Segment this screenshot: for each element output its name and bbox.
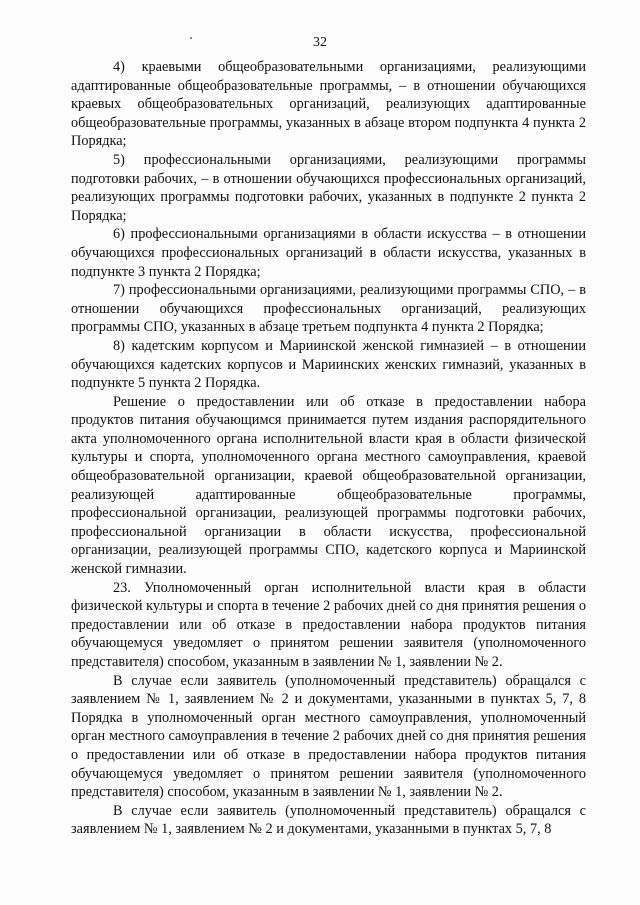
paragraph-case-local-authority: В случае если заявитель (уполномоченный представитель) обращался с заявлением № 1, заявлением № 2 и документами, указанными в пунктах 5, 7, 8 Порядка в уполномоченный орган местного самоуправления, уполномоченный орган местного самоуправления в течение 2 рабочих дней со дня принятия решения о предоставлении или об отказе в предоставлении набора продуктов питания обучающемуся уведомляет о принятом решении заявителя (уполномоченного представителя) способом, указанным в заявлении № 1, заявлении № 2. bbox=[71, 672, 586, 801]
paragraph-subitem-5: 5) профессиональными организациями, реализующими программы подготовки рабочих, – в отношении обучающихся профессиональных организаций, реализующих программы подготовки рабочих, указанных в подпункте 2 пункта 2 Порядка; bbox=[71, 151, 586, 224]
page-number: 32 bbox=[313, 35, 327, 50]
paragraph-subitem-6: 6) профессиональными организациями в области искусства – в отношении обучающихся профессиональных организаций в области искусства, указанных в подпункте 3 пункта 2 Порядка; bbox=[71, 226, 586, 280]
paragraph-subitem-7: 7) профессиональными организациями, реализующими программы СПО, – в отношении обучающихся профессиональных организаций, реализующих программы СПО, указанных в абзаце третьем подпункта 4 пункта 2 Порядка; bbox=[71, 282, 586, 336]
paragraph-clause-23: 23. Уполномоченный орган исполнительной власти края в области физической культуры и спорта в течение 2 рабочих дней со дня принятия решения о предоставлении или об отказе в предоставлении набора продуктов питания обучающемуся уведомляет о принятом решении заявителя (уполномоченного представителя) способом, указанным в заявлении № 1, заявлении № 2. bbox=[71, 579, 586, 670]
paragraph-decision: Решение о предоставлении или об отказе в предоставлении набора продуктов питания обучающимся принимается путем издания распорядительного акта уполномоченного органа исполнительной власти края в области физической культуры и спорта, уполномоченного органа местного самоуправления, краевой общеобразовательной организации, краевой общеобразовательной организации, реализующей адаптированные общеобразовательные программы, профессиональной организации, реализующей программы подготовки рабочих, профессиональной организации в области искусства, профессиональной организации, реализующей программы СПО, кадетского корпуса и Мариинской женской гимназии. bbox=[71, 393, 586, 578]
document-body bbox=[71, 58, 586, 839]
paragraph-subitem-4: 4) краевыми общеобразовательными организациями, реализующими адаптированные общеобразовательные программы, – в отношении обучающихся краевых общеобразовательных организаций, реализующих адаптированные общеобразовательные программы, указанных в абзаце втором подпункта 4 пункта 2 Порядка; bbox=[71, 59, 586, 150]
paragraph-subitem-8: 8) кадетским корпусом и Мариинской женской гимназией – в отношении обучающихся кадетских корпусов и Мариинских женских гимназий, указанных в подпункте 5 пункта 2 Порядка. bbox=[71, 337, 586, 392]
paragraph-case-continued: В случае если заявитель (уполномоченный представитель) обращался с заявлением № 1, заявлением № 2 и документами, указанными в пунктах 5, 7, 8 bbox=[71, 802, 586, 838]
